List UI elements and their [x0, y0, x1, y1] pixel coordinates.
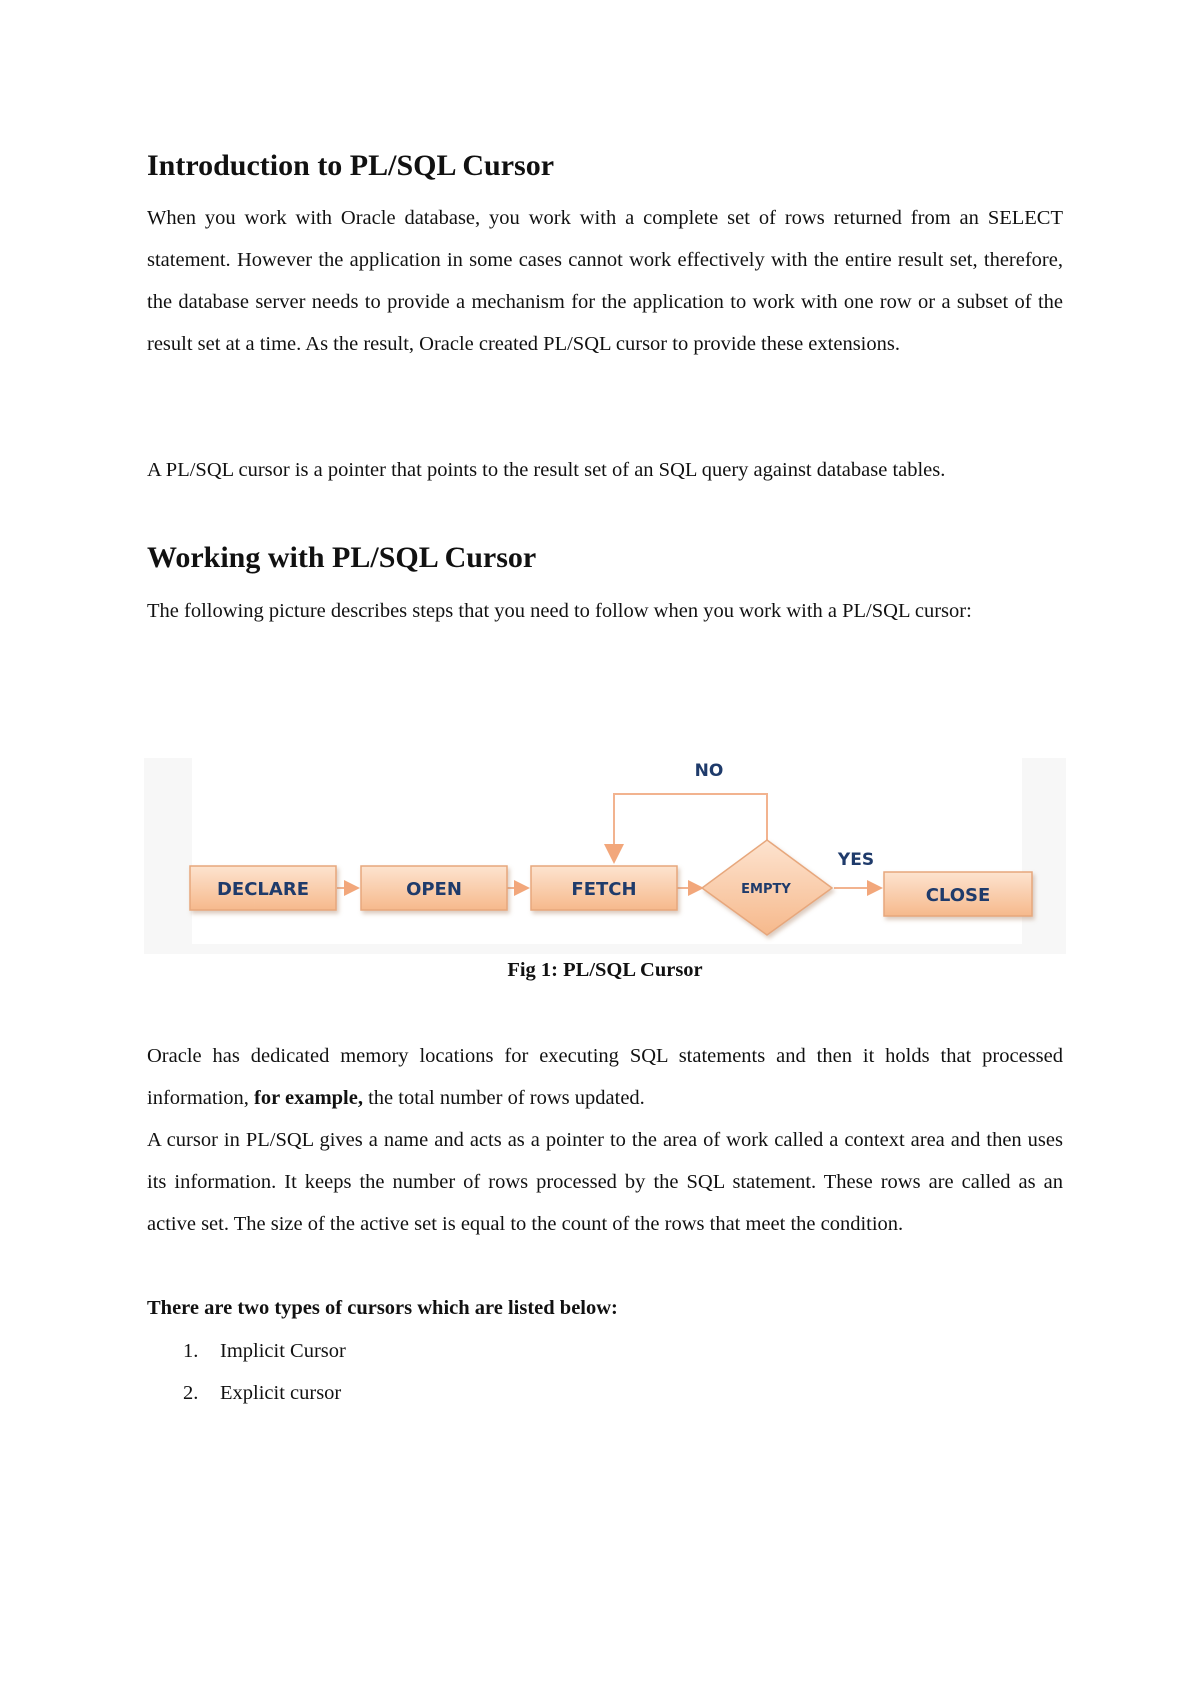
- list-item-label: Explicit cursor: [220, 1382, 342, 1404]
- cursor-flow-diagram: [144, 758, 1066, 954]
- paragraph-memory-text-start: Oracle has dedicated memory locations for executing SQL statements and then it holds that processed information,: [147, 1045, 1063, 1109]
- paragraph-working: The following picture describes steps that you need to follow when you work with a PL/SQL cursor:: [147, 600, 972, 622]
- paragraph-memory-bold: for example,: [254, 1087, 363, 1109]
- paragraph-context-area: A cursor in PL/SQL gives a name and acts as a pointer to the area of work called a context area and then uses its information. It keeps the number of rows processed by the SQL statement. These rows are called as an active set. The size of the active set is equal to the count of the rows that meet the condition.: [147, 1129, 1063, 1235]
- step-fetch-label: FETCH: [571, 879, 637, 900]
- no-label: NO: [694, 761, 724, 781]
- heading-intro: Introduction to PL/SQL Cursor: [147, 149, 555, 182]
- step-declare-label: DECLARE: [216, 879, 310, 900]
- step-close-label: CLOSE: [925, 885, 991, 906]
- step-open-label: OPEN: [406, 879, 462, 900]
- types-heading: There are two types of cursors which are listed below:: [147, 1297, 618, 1319]
- step-empty-label: EMPTY: [741, 882, 791, 897]
- paragraph-memory-text-end: the total number of rows updated.: [368, 1087, 645, 1109]
- paragraph-cursor-definition: A PL/SQL cursor is a pointer that points to the result set of an SQL query against database tables.: [147, 459, 946, 481]
- cursor-types-list: [147, 1330, 346, 1414]
- list-item: [147, 1330, 346, 1372]
- yes-label: YES: [837, 850, 875, 870]
- paragraph-memory-locations: [147, 1035, 1063, 1119]
- list-item-label: Implicit Cursor: [220, 1340, 346, 1362]
- paragraph-intro: When you work with Oracle database, you work with a complete set of rows returned from an SELECT statement. However the application in some cases cannot work effectively with the entire result set, therefore, the database server needs to provide a mechanism for the application to work with one row or a subset of the result set at a time. As the result, Oracle created PL/SQL cursor to provide these extensions.: [147, 207, 1063, 355]
- heading-working: Working with PL/SQL Cursor: [147, 541, 537, 574]
- list-item: [147, 1372, 346, 1414]
- figure-caption: Fig 1: PL/SQL Cursor: [507, 959, 703, 981]
- list-item-number: 2.: [183, 1382, 199, 1404]
- list-item-number: 1.: [183, 1340, 199, 1362]
